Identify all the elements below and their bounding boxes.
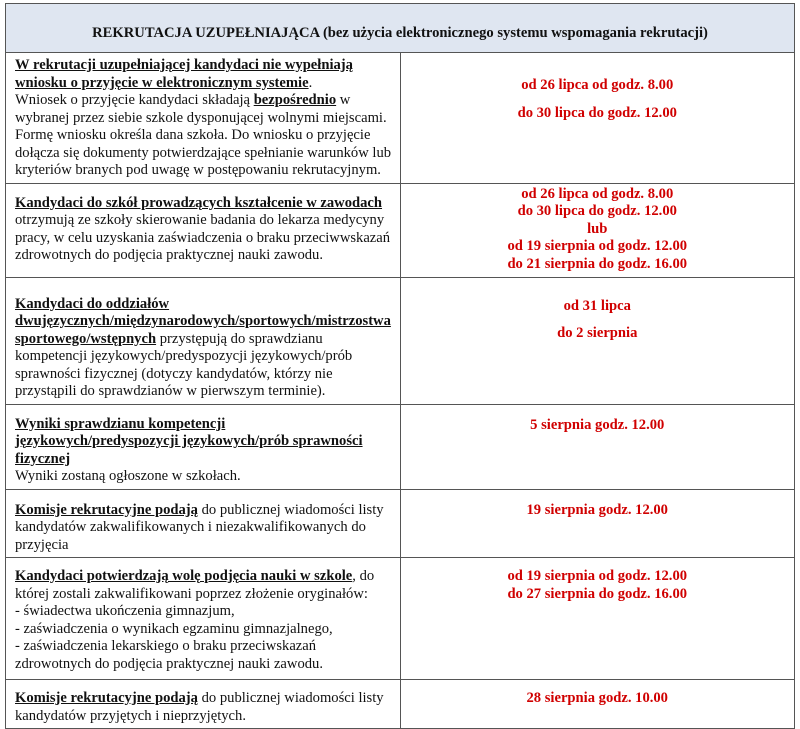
date-text: od 26 lipca od godz. 8.00 bbox=[521, 77, 674, 93]
row-heading: Komisje rekrutacyjne podają bbox=[15, 690, 198, 706]
date-text: od 26 lipca od godz. 8.00 bbox=[521, 185, 674, 202]
row-description bbox=[6, 680, 401, 729]
date-text: do 27 sierpnia do godz. 16.00 bbox=[507, 585, 688, 602]
row-body: , do której zostali zakwalifikowani poprzez złożenie oryginałów: bbox=[15, 568, 375, 602]
date-text: od 31 lipca bbox=[563, 297, 631, 314]
table-row bbox=[6, 277, 795, 404]
table-row bbox=[6, 489, 795, 558]
row-body: do publicznej wiadomości listy kandydatów zakwalifikowanych i niezakwalifikowanych do przyjęcia bbox=[15, 501, 384, 553]
row-description bbox=[6, 404, 401, 489]
table-title: REKRUTACJA UZUPEŁNIAJĄCA (bez użycia elektronicznego systemu wspomagania rekrutacji) bbox=[6, 4, 795, 53]
row-heading: W rekrutacji uzupełniającej kandydaci nie wypełniają wniosku o przyjęcie w elektronicznym systemie bbox=[15, 57, 353, 91]
row-heading: Kandydaci do oddziałów dwujęzycznych/międzynarodowych/sportowych/mistrzostwa sportowego/wstępnych bbox=[15, 295, 391, 347]
row-body: w wybranej przez siebie szkole dysponującej wolnymi miejscami. Formę wniosku określa dana szkoła. Do wniosku o przyjęcie dołącza się dokumenty potwierdzające spełnianie warunków lub kryteriów branych pod uwagę w postępowaniu rekrutacyjnym. bbox=[15, 92, 392, 178]
date-text: lub bbox=[587, 220, 608, 237]
list-item: - zaświadczenia lekarskiego o braku przeciwskazań zdrowotnych do podjęcia praktycznej nauki zawodu. bbox=[15, 638, 323, 672]
table-row bbox=[6, 183, 795, 277]
date-text: do 2 sierpnia bbox=[557, 325, 638, 341]
table-row bbox=[6, 558, 795, 680]
row-dates bbox=[400, 183, 795, 277]
table-row bbox=[6, 53, 795, 184]
date-text: 28 sierpnia godz. 10.00 bbox=[526, 690, 668, 706]
table-row bbox=[6, 680, 795, 729]
row-body: Wniosek o przyjęcie kandydaci składają bbox=[15, 92, 254, 108]
row-description bbox=[6, 53, 401, 184]
list-item: - zaświadczenia o wynikach egzaminu gimnazjalnego, bbox=[15, 620, 333, 637]
table-row bbox=[6, 404, 795, 489]
row-description bbox=[6, 183, 401, 277]
date-text: do 30 lipca do godz. 12.00 bbox=[517, 104, 677, 121]
date-text: od 19 sierpnia od godz. 12.00 bbox=[507, 568, 688, 584]
row-description bbox=[6, 489, 401, 558]
list-item: - świadectwa ukończenia gimnazjum, bbox=[15, 603, 235, 619]
recruitment-schedule bbox=[5, 3, 795, 729]
row-dates bbox=[400, 489, 795, 558]
row-heading: Wyniki sprawdzianu kompetencji językowych/predyspozycji językowych/prób sprawności fizycznej bbox=[15, 415, 363, 467]
table-header-row bbox=[6, 4, 795, 53]
row-dates bbox=[400, 53, 795, 184]
date-text: 19 sierpnia godz. 12.00 bbox=[526, 501, 668, 518]
row-body: otrzymują ze szkoły skierowanie badania do lekarza medycyny pracy, w celu uzyskania zaświadczenia o braku przeciwwskazań zdrowotnych do podjęcia praktycznej nauki zawodu. bbox=[15, 212, 391, 263]
row-description bbox=[6, 558, 401, 680]
date-text: do 21 sierpnia do godz. 16.00 bbox=[507, 255, 688, 272]
row-body: przystępują do sprawdzianu kompetencji językowych/predyspozycji językowych/prób sprawności fizycznej (dotyczy kandydatów, którzy nie przystąpili do sprawdzianów w pierwszym terminie). bbox=[15, 330, 353, 399]
date-text: 5 sierpnia godz. 12.00 bbox=[530, 416, 665, 433]
row-heading: Komisje rekrutacyjne podają bbox=[15, 501, 198, 518]
row-body: do publicznej wiadomości listy kandydatów przyjętych i nieprzyjętych. bbox=[15, 690, 384, 724]
row-description bbox=[6, 277, 401, 404]
row-dates bbox=[400, 558, 795, 680]
date-text: do 30 lipca do godz. 12.00 bbox=[517, 203, 677, 219]
date-text: od 19 sierpnia od godz. 12.00 bbox=[507, 238, 688, 254]
row-heading-tail: . bbox=[308, 74, 313, 91]
row-body: Wyniki zostaną ogłoszone w szkołach. bbox=[15, 468, 241, 484]
row-body-emphasis: bezpośrednio bbox=[253, 92, 337, 108]
row-heading: Kandydaci do szkół prowadzących kształcenie w zawodach bbox=[15, 194, 383, 211]
row-dates bbox=[400, 277, 795, 404]
row-dates bbox=[400, 680, 795, 729]
schedule-table bbox=[5, 3, 795, 729]
row-heading: Kandydaci potwierdzają wolę podjęcia nauki w szkole bbox=[15, 568, 353, 584]
row-dates bbox=[400, 404, 795, 489]
